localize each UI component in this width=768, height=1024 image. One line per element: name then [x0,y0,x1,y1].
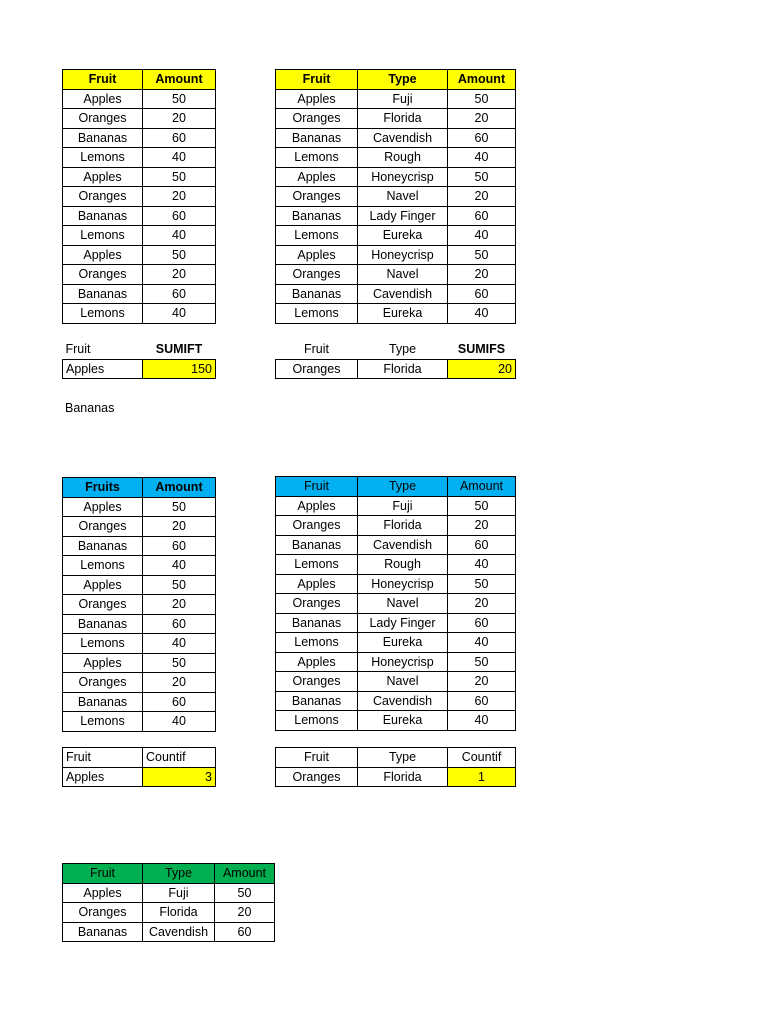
table-row [63,692,216,712]
table-cell[interactable]: Apples [63,575,143,595]
table-cell[interactable]: Oranges [276,109,358,129]
table-row [63,614,216,634]
sumif-block [62,340,216,379]
table-cell[interactable]: Apples [276,496,358,516]
table-cell[interactable]: Apples [63,883,143,903]
table-cell[interactable]: 50 [448,574,516,594]
table-cell[interactable]: Eureka [358,226,448,246]
table-cell[interactable]: Apples [276,89,358,109]
table-row [276,187,516,207]
table-cell[interactable]: 60 [448,535,516,555]
header-row [276,477,516,497]
table-cell[interactable]: Florida [358,109,448,129]
table-cell[interactable]: 50 [448,89,516,109]
table-row [276,672,516,692]
table-row [63,148,216,168]
sumif-label: SUMIFT [155,342,203,357]
column-header[interactable]: Fruit [63,70,143,90]
countifs-fruit-cell[interactable]: Oranges [276,767,358,787]
table-cell[interactable]: Bananas [63,922,143,942]
table-cell[interactable]: 60 [143,536,216,556]
table-cell[interactable]: Bananas [276,284,358,304]
table-cell[interactable]: Eureka [358,304,448,324]
table-cell[interactable]: 40 [143,226,216,246]
table-row [63,712,216,732]
table-row [276,613,516,633]
sumifs-type-label: Type [388,342,417,357]
table-cell[interactable]: Rough [358,148,448,168]
table-cell[interactable]: 60 [143,692,216,712]
table-cell[interactable]: 20 [143,265,216,285]
table-cell[interactable]: Cavendish [358,128,448,148]
table-row [276,574,516,594]
table-cell[interactable]: 60 [448,128,516,148]
header-row [276,70,516,90]
countif-result-cell[interactable]: 3 [143,767,216,787]
table-cell[interactable]: 40 [143,634,216,654]
table-row [276,109,516,129]
countifs-label: Countif [448,748,516,768]
table-cell[interactable]: Oranges [276,265,358,285]
table-cell[interactable]: 40 [448,304,516,324]
column-header[interactable]: Amount [143,478,216,498]
column-header[interactable]: Amount [215,864,275,884]
table-row [63,109,216,129]
table-cell[interactable]: Bananas [63,692,143,712]
column-header[interactable]: Type [358,477,448,497]
table-cell[interactable]: Florida [143,903,215,923]
table-cell[interactable]: 50 [143,245,216,265]
sumif-fruit-label: Fruit [65,342,91,357]
table-cell[interactable]: Bananas [276,128,358,148]
column-header[interactable]: Amount [448,70,516,90]
table-cell[interactable]: 40 [143,304,216,324]
table-cell[interactable]: 60 [143,128,216,148]
table-row [63,89,216,109]
header-row [63,864,275,884]
table-row [276,304,516,324]
countifs-type-label: Type [358,748,448,768]
table-cell[interactable]: 50 [448,652,516,672]
table-cell[interactable]: 50 [448,245,516,265]
table-cell[interactable]: Bananas [276,535,358,555]
table-row [63,922,275,942]
table-cell[interactable]: Eureka [358,711,448,731]
table-row [63,226,216,246]
table-row [276,691,516,711]
table-cell[interactable]: 50 [143,89,216,109]
table-cell[interactable]: Oranges [63,673,143,693]
sumif-criteria-cell[interactable]: Apples [63,359,143,379]
table-cell[interactable]: Fuji [358,89,448,109]
sumifs-fruit-label: Fruit [304,342,329,357]
table-cell[interactable]: Bananas [63,206,143,226]
table-row [63,653,216,673]
table-cell[interactable]: 50 [143,167,216,187]
table-cell[interactable]: 60 [448,613,516,633]
table-cell[interactable]: Apples [63,89,143,109]
table-cell[interactable]: Navel [358,265,448,285]
table-row [276,711,516,731]
sumif-result-cell[interactable]: 150 [143,359,216,379]
column-header[interactable]: Fruit [63,864,143,884]
table-cell[interactable]: 50 [448,167,516,187]
table-cell[interactable]: Apples [276,167,358,187]
table-cell[interactable]: 20 [448,187,516,207]
table-cell[interactable]: Honeycrisp [358,652,448,672]
table-cell[interactable]: Lady Finger [358,206,448,226]
table-cell[interactable]: Bananas [276,206,358,226]
table-cell[interactable]: Fuji [358,496,448,516]
table-cell[interactable]: Lemons [63,304,143,324]
table-cell[interactable]: Apples [63,497,143,517]
table-cell[interactable]: 60 [448,691,516,711]
table-cell[interactable]: Lemons [276,555,358,575]
table-row [276,535,516,555]
table-cell[interactable]: 60 [448,206,516,226]
table-cell[interactable]: Bananas [63,614,143,634]
table-cell[interactable]: Apples [63,245,143,265]
table-cell[interactable]: 40 [448,711,516,731]
header-row [63,70,216,90]
table-cell[interactable]: Bananas [63,284,143,304]
table-row [63,206,216,226]
sumifs-result-cell[interactable]: 20 [448,359,516,379]
table-row [63,284,216,304]
table-row [63,634,216,654]
table-cell[interactable]: Bananas [276,613,358,633]
table-cell[interactable]: Oranges [63,187,143,207]
table-cell[interactable]: 20 [143,673,216,693]
table-cell[interactable]: Lemons [276,148,358,168]
table-cell[interactable]: 50 [143,653,216,673]
table-cell[interactable]: Oranges [276,516,358,536]
table-cell[interactable]: Oranges [276,187,358,207]
countif-criteria-cell[interactable]: Apples [63,767,143,787]
table-cell[interactable]: 40 [143,712,216,732]
countif-label: Countif [143,748,216,768]
table-row [276,516,516,536]
table-cell[interactable]: Apples [63,167,143,187]
table-row [276,652,516,672]
table-cell[interactable]: 60 [448,284,516,304]
fruit-type-amount-table-green [62,863,275,942]
table-cell[interactable]: 20 [143,187,216,207]
countifs-block [275,747,516,787]
table-row [63,187,216,207]
table-row [63,536,216,556]
table-cell[interactable]: 50 [143,497,216,517]
table-cell[interactable]: Cavendish [143,922,215,942]
table-row [276,496,516,516]
table-cell[interactable]: 60 [143,284,216,304]
fruit-type-amount-table-blue [275,476,516,731]
table-cell[interactable]: 60 [143,206,216,226]
table-cell[interactable]: Honeycrisp [358,574,448,594]
countifs-fruit-label: Fruit [276,748,358,768]
table-row [276,594,516,614]
column-header[interactable]: Amount [448,477,516,497]
header-row [63,478,216,498]
table-row [63,673,216,693]
table-cell[interactable]: Cavendish [358,691,448,711]
table-cell[interactable]: Apples [276,245,358,265]
table-cell[interactable]: 20 [448,672,516,692]
column-header[interactable]: Type [358,70,448,90]
table-cell[interactable]: Oranges [63,903,143,923]
table-row [276,89,516,109]
table-cell[interactable]: 20 [143,109,216,129]
table-cell[interactable]: Lemons [276,304,358,324]
table-cell[interactable]: Oranges [276,594,358,614]
table-cell[interactable]: Bananas [63,128,143,148]
table-cell[interactable]: Apples [276,652,358,672]
fruit-amount-table [62,69,216,324]
table-cell[interactable]: Oranges [276,672,358,692]
table-cell[interactable]: 40 [143,556,216,576]
table-row [63,128,216,148]
table-row [276,633,516,653]
table-cell[interactable]: 60 [215,922,275,942]
column-header[interactable]: Fruits [63,478,143,498]
table-cell[interactable]: 50 [448,496,516,516]
table-row [63,167,216,187]
table-row [63,497,216,517]
fruits-amount-table [62,477,216,732]
table-cell[interactable]: Eureka [358,633,448,653]
table-cell[interactable]: Rough [358,555,448,575]
table-cell[interactable]: Cavendish [358,535,448,555]
table-cell[interactable]: 20 [448,516,516,536]
sumifs-type-cell[interactable]: Florida [358,359,448,379]
table-row [276,265,516,285]
table-cell[interactable]: Lemons [276,633,358,653]
table-cell[interactable]: 20 [448,109,516,129]
table-cell[interactable]: 20 [143,517,216,537]
table-cell[interactable]: Navel [358,187,448,207]
table-cell[interactable]: 40 [448,555,516,575]
table-row [276,206,516,226]
table-cell[interactable]: Lady Finger [358,613,448,633]
table-cell[interactable]: Lemons [63,556,143,576]
table-cell[interactable]: 60 [143,614,216,634]
loose-cell-text: Bananas [65,401,115,415]
table-cell[interactable]: 20 [143,595,216,615]
sumifs-label: SUMIFS [457,342,506,357]
table-cell[interactable]: Lemons [276,226,358,246]
table-cell[interactable]: Bananas [63,536,143,556]
table-cell[interactable]: 40 [448,226,516,246]
table-cell[interactable]: Honeycrisp [358,167,448,187]
table-cell[interactable]: 40 [448,633,516,653]
table-cell[interactable]: Navel [358,594,448,614]
table-cell[interactable]: Lemons [63,712,143,732]
table-cell[interactable]: Honeycrisp [358,245,448,265]
table-cell[interactable]: Lemons [276,711,358,731]
table-row [276,245,516,265]
sumifs-block [275,340,516,379]
table-cell[interactable]: Apples [276,574,358,594]
table-cell[interactable]: 40 [143,148,216,168]
table-cell[interactable]: Fuji [143,883,215,903]
table-cell[interactable]: 50 [215,883,275,903]
table-cell[interactable]: Lemons [63,226,143,246]
table-cell[interactable]: Cavendish [358,284,448,304]
table-cell[interactable]: 20 [448,265,516,285]
table-cell[interactable]: 20 [448,594,516,614]
countifs-result-cell[interactable]: 1 [448,767,516,787]
table-cell[interactable]: Oranges [63,109,143,129]
table-row [276,226,516,246]
table-row [63,575,216,595]
table-cell[interactable]: 50 [143,575,216,595]
table-row [63,595,216,615]
column-header[interactable]: Amount [143,70,216,90]
table-row [63,883,275,903]
column-header[interactable]: Type [143,864,215,884]
countif-fruit-label: Fruit [63,748,143,768]
table-cell[interactable]: Lemons [63,634,143,654]
column-header[interactable]: Fruit [276,70,358,90]
table-row [63,304,216,324]
countifs-type-cell[interactable]: Florida [358,767,448,787]
fruit-type-amount-table [275,69,516,324]
table-row [276,555,516,575]
table-cell[interactable]: Oranges [63,517,143,537]
table-row [276,128,516,148]
table-cell[interactable]: 20 [215,903,275,923]
table-cell[interactable]: Oranges [63,595,143,615]
table-cell[interactable]: Florida [358,516,448,536]
table-cell[interactable]: Lemons [63,148,143,168]
table-cell[interactable]: 40 [448,148,516,168]
sumifs-fruit-cell[interactable]: Oranges [276,359,358,379]
table-cell[interactable]: Navel [358,672,448,692]
table-row [276,167,516,187]
table-row [276,284,516,304]
table-cell[interactable]: Bananas [276,691,358,711]
countif-block [62,747,216,787]
table-row [63,556,216,576]
table-row [276,148,516,168]
column-header[interactable]: Fruit [276,477,358,497]
table-cell[interactable]: Apples [63,653,143,673]
table-row [63,517,216,537]
table-cell[interactable]: Oranges [63,265,143,285]
table-row [63,245,216,265]
table-row [63,265,216,285]
table-row [63,903,275,923]
